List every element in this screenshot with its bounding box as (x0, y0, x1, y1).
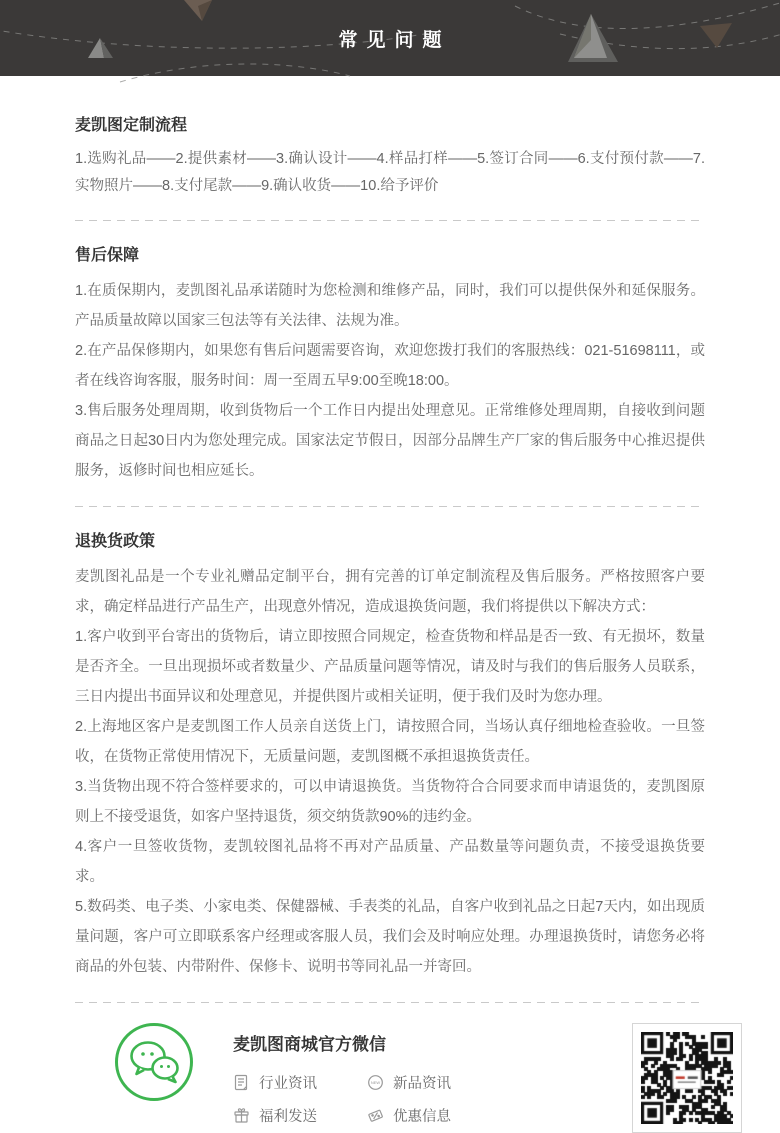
section-returns (75, 507, 705, 982)
wechat-title: 麦凯图商城官方微信 (233, 1035, 386, 1054)
returns-paragraph: 4.客户一旦签收货物，麦凯较图礼品将不再对产品质量、产品数量等问题负责，不接受退换货要求。 (75, 839, 705, 885)
wechat-feature-grid (233, 1072, 632, 1126)
feature-discount-info (367, 1105, 451, 1126)
section-process (75, 76, 705, 200)
returns-paragraph: 2.上海地区客户是麦凯图工作人员亲自送货上门，请按照合同，当场认真仔细地检查验收。一旦签收，在货物正常使用情况下，无质量问题，麦凯图概不承担退换货责任。 (75, 719, 705, 765)
news-doc-icon (233, 1074, 250, 1091)
new-badge-icon (367, 1074, 384, 1091)
content (0, 76, 780, 1003)
returns-paragraph: 麦凯图礼品是一个专业礼赠品定制平台，拥有完善的订单定制流程及售后服务。严格按照客户要求，确定样品进行产品生产，出现意外情况，造成退换货问题，我们将提供以下解决方式： (75, 569, 705, 615)
aftersales-paragraph: 2.在产品保修期内，如果您有售后问题需要咨询，欢迎您拨打我们的客服热线：021-51698111，或者在线咨询客服，服务时间：周一至周五早9:00至晚18:00。 (75, 343, 705, 389)
feature-label: 新品资讯 (393, 1076, 451, 1092)
section-heading-process: 麦凯图定制流程 (75, 117, 188, 134)
section-aftersales (75, 221, 705, 486)
aftersales-paragraph: 3.售后服务处理周期，收到货物后一个工作日内提出处理意见。正常维修处理周期，自接收到问题商品之日起30日内为您处理完成。国家法定节假日，因部分品牌生产厂家的售后服务中心推迟提供服务，返修时间也相应延长。 (75, 403, 705, 479)
feature-label: 行业资讯 (259, 1076, 317, 1092)
aftersales-paragraph: 1.在质保期内，麦凯图礼品承诺随时为您检测和维修产品，同时，我们可以提供保外和延保服务。产品质量故障以国家三包法等有关法律、法规为准。 (75, 283, 705, 329)
section-heading-returns: 退换货政策 (75, 533, 156, 550)
returns-paragraph: 3.当货物出现不符合签样要求的，可以申请退换货。当货物符合合同要求而申请退货的，麦凯图原则上不接受退货，如客户坚持退货，须交纳货款90%的违约金。 (75, 779, 705, 825)
qr-code (641, 1032, 733, 1124)
returns-paragraph: 1.客户收到平台寄出的货物后，请立即按照合同规定，检查货物和样品是否一致、有无损坏，数量是否齐全。一旦出现损坏或者数量少、产品质量问题等情况，请及时与我们的售后服务人员联系，三日内提出书面异议和处理意见，并提供图片或相关证明，便于我们及时为您办理。 (75, 629, 705, 705)
section-heading-aftersales: 售后保障 (75, 247, 140, 264)
qr-code-frame (632, 1023, 742, 1133)
coupon-icon (367, 1107, 384, 1124)
wechat-icon (115, 1023, 193, 1101)
feature-benefits (233, 1105, 345, 1126)
feature-label: 福利发送 (259, 1109, 317, 1125)
footer (0, 1003, 780, 1133)
process-steps: 1.选购礼品——2.提供素材——3.确认设计——4.样品打样——5.签订合同——6.支付预付款——7.实物照片——8.支付尾款——9.确认收货——10.给予评价 (75, 151, 705, 194)
feature-industry-news (233, 1072, 345, 1093)
banner (0, 0, 780, 76)
gift-icon (233, 1107, 250, 1124)
wechat-info (233, 1023, 632, 1126)
feature-new-products (367, 1072, 451, 1093)
page-title: 常见问题 (338, 29, 451, 51)
returns-paragraph: 5.数码类、电子类、小家电类、保健器械、手表类的礼品，自客户收到礼品之日起7天内，如出现质量问题，客户可立即联系客户经理或客服人员，我们会及时响应处理。办理退换货时，请您务必将商品的外包装、内带附件、保修卡、说明书等同礼品一并寄回。 (75, 899, 705, 975)
feature-label: 优惠信息 (393, 1109, 451, 1125)
svg-text:NEW: NEW (370, 1080, 381, 1085)
